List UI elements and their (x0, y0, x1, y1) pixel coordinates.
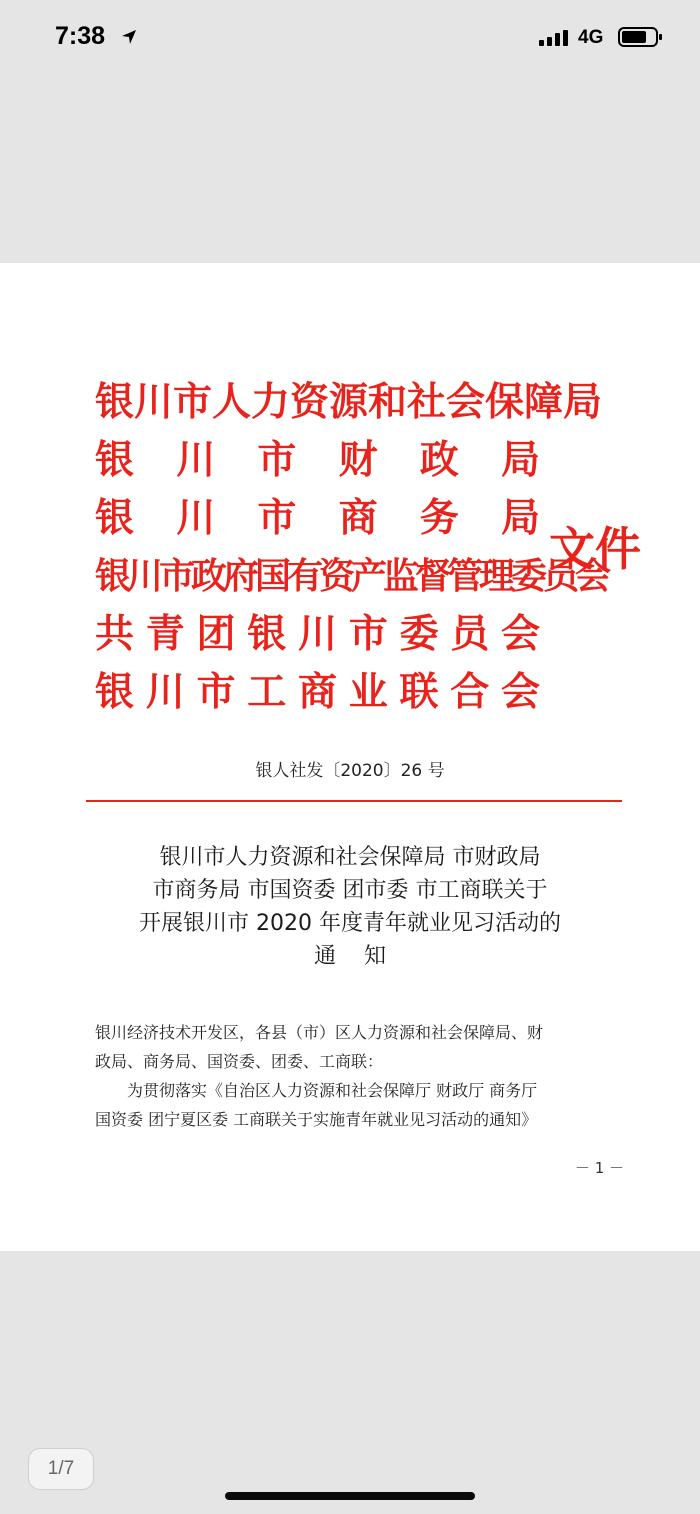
body-line: 国资委 团宁夏区委 工商联关于实施青年就业见习活动的通知》 (95, 1110, 538, 1129)
page-indicator[interactable]: 1/7 (28, 1448, 94, 1490)
red-divider (86, 800, 622, 802)
document-number: 银人社发〔2020〕26 号 (255, 761, 445, 781)
issuer-line: 银 川 市 财 政 局 (95, 438, 540, 483)
document-type-label: 文件 (549, 522, 641, 576)
document-page (0, 263, 700, 1251)
body-line: 为贯彻落实《自治区人力资源和社会保障厅 财政厅 商务厅 (127, 1081, 538, 1100)
document-title (0, 841, 700, 973)
home-indicator[interactable] (225, 1492, 475, 1500)
cellular-signal-icon (538, 29, 572, 47)
network-type: 4G (578, 27, 604, 48)
body-line: 政局、商务局、国资委、团委、工商联： (95, 1052, 384, 1071)
title-line: 通 知 (314, 944, 386, 969)
issuer-line: 银川市政府国有资产监督管理委员会 (95, 556, 608, 597)
issuer-line: 银 川 市 商 务 局 (95, 496, 540, 541)
status-bar (0, 0, 700, 80)
issuer-line: 共青团银川市委员会 (95, 612, 540, 657)
location-arrow-icon (120, 28, 138, 46)
page-number: － 1 － (575, 1159, 625, 1177)
status-time: 7:38 (55, 22, 106, 50)
body-line: 银川经济技术开发区，各县（市）区人力资源和社会保障局、财 (95, 1023, 544, 1042)
document-body (95, 1018, 625, 1134)
title-line: 银川市人力资源和社会保障局 市财政局 (159, 845, 541, 870)
battery-icon (618, 26, 664, 48)
issuer-line: 银川市工商业联合会 (95, 670, 540, 715)
title-line: 开展银川市 2020 年度青年就业见习活动的 (139, 911, 561, 936)
title-line: 市商务局 市国资委 团市委 市工商联关于 (152, 878, 548, 903)
issuer-line: 银川市人力资源和社会保障局 (95, 380, 603, 425)
